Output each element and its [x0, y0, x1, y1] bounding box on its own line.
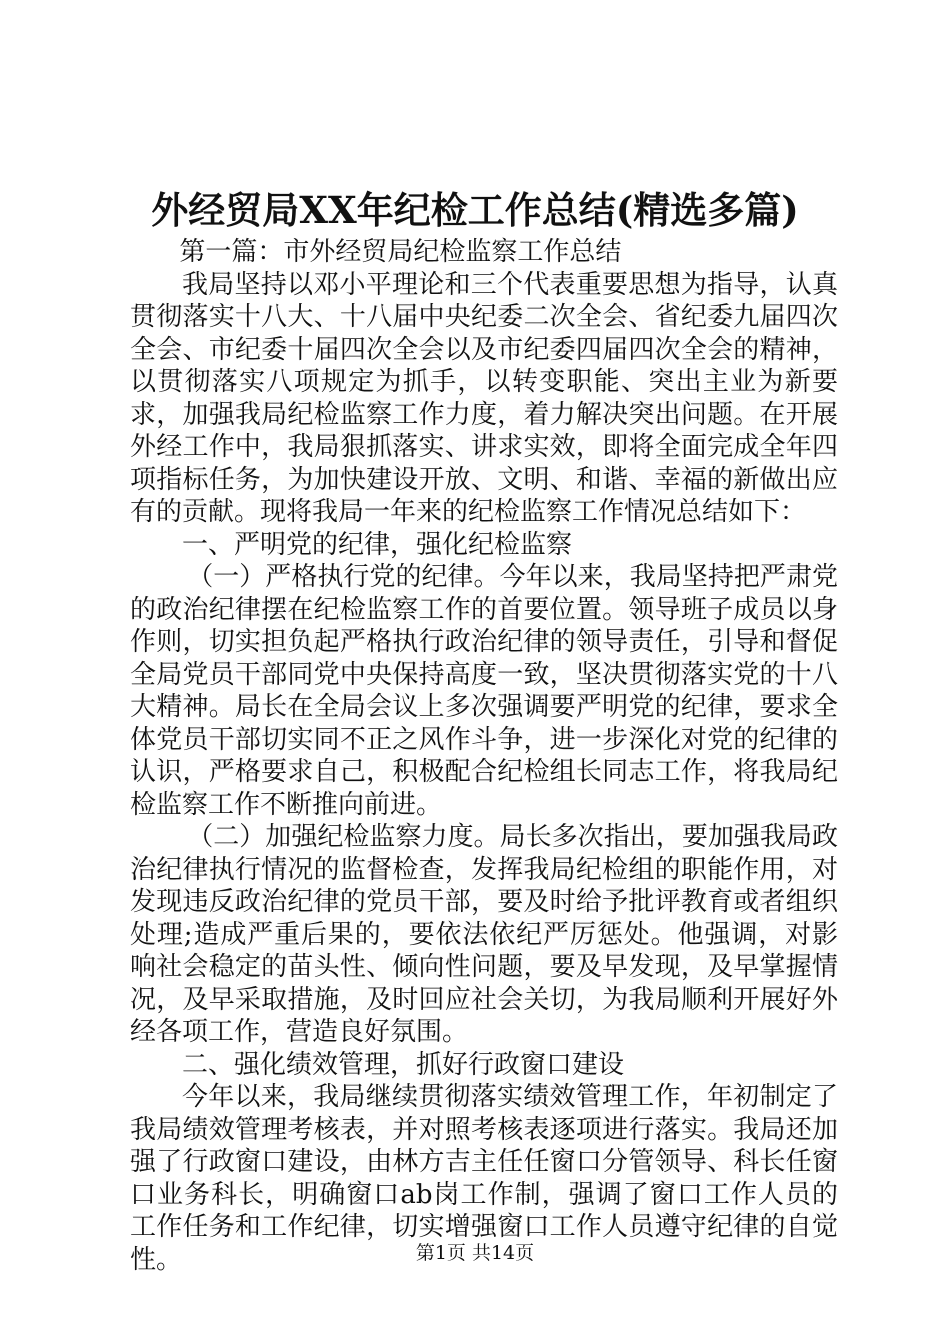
paragraph-discipline: （一）严格执行党的纪律。今年以来，我局坚持把严肃党的政治纪律摆在纪检监察工作的首要位置。领导班子成员以身作则，切实担负起严格执行政治纪律的领导责任，引导和督促全局党员干部同党中央保持高度一致，坚决贯彻落实党的十八大精神。局长在全局会议上多次强调要严明党的纪律，要求全体党员干部切实同不正之风作斗争，进一步深化对党的纪律的认识，严格要求自己，积极配合纪检组长同志工作，将我局纪检监察工作不断推向前进。 — [130, 562, 838, 820]
section-heading-first: 第一篇：市外经贸局纪检监察工作总结 — [179, 237, 622, 267]
paragraph-intro: 我局坚持以邓小平理论和三个代表重要思想为指导，认真贯彻落实十八大、十八届中央纪委二次全会、省纪委九届四次全会、市纪委十届四次全会以及市纪委四届四次全会的精神，以贯彻落实八项规定为抓手，以转变职能、突出主业为新要求，加强我局纪检监察工作力度，着力解决突出问题。在开展外经工作中，我局狠抓落实、讲求实效，即将全面完成全年四项指标任务，为加快建设开放、文明、和谐、幸福的新做出应有的贡献。现将我局一年来的纪检监察工作情况总结如下： — [130, 269, 838, 527]
paragraph-performance: 今年以来，我局继续贯彻落实绩效管理工作，年初制定了我局绩效管理考核表，并对照考核表逐项进行落实。我局还加强了行政窗口建设，由林方吉主任任窗口分管领导、科长任窗口业务科长，明确窗口ab岗工作制，强调了窗口工作人员的工作任务和工作纪律，切实增强窗口工作人员遵守纪律的自觉性。 — [130, 1082, 838, 1275]
section-heading-one: 一、严明党的纪律，强化纪检监察 — [182, 529, 573, 560]
document-body — [130, 236, 838, 1276]
section-heading-two: 二、强化绩效管理，抓好行政窗口建设 — [182, 1049, 625, 1080]
paragraph-supervision: （二）加强纪检监察力度。局长多次指出，要加强我局政治纪律执行情况的监督检查，发挥我局纪检组的职能作用，对发现违反政治纪律的党员干部，要及时给予批评教育或者组织处理;造成严重后果的，要依法依纪严厉惩处。他强调，对影响社会稳定的苗头性、倾向性问题，要及早发现，及早掌握情况，及早采取措施，及时回应社会关切，为我局顺利开展好外经各项工作，营造良好氛围。 — [130, 822, 838, 1047]
document-title: 外经贸局XX年纪检工作总结(精选多篇) — [151, 188, 799, 232]
page-number-footer: 第1页 共14页 — [415, 1242, 535, 1264]
